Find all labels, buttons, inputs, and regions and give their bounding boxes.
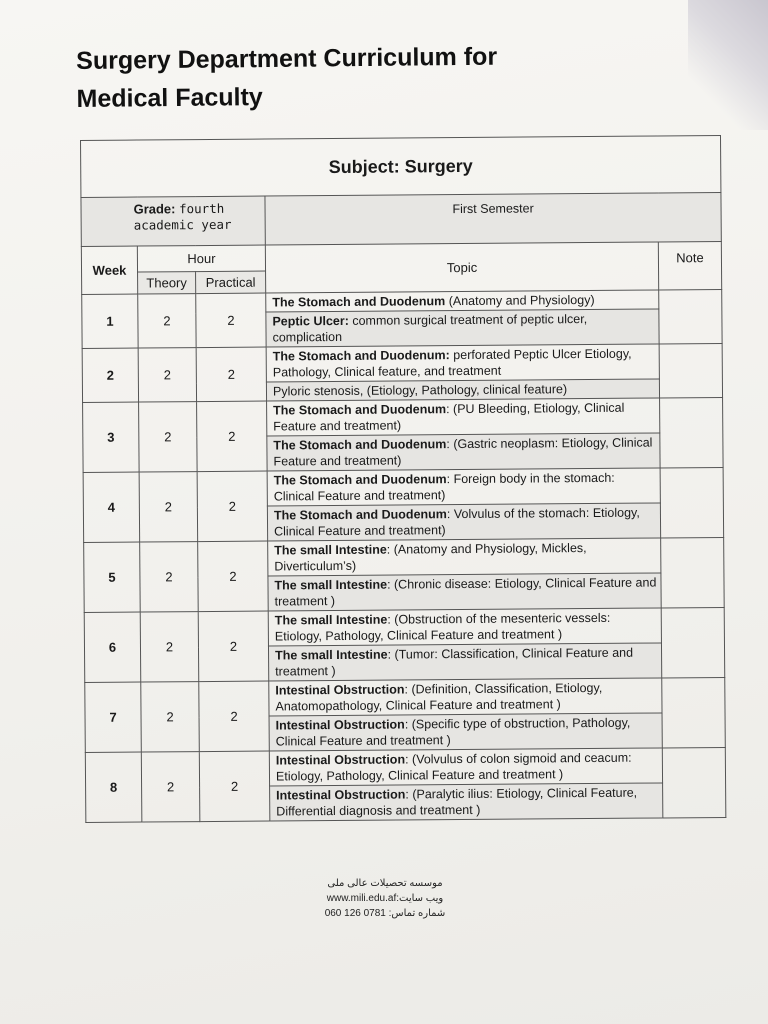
topic-cell — [269, 678, 662, 716]
theory-hours: 2 — [140, 612, 199, 682]
week-row — [85, 747, 725, 787]
week-number: 7 — [85, 682, 142, 752]
theory-hours: 2 — [141, 682, 200, 752]
week-row — [82, 343, 722, 383]
topic-cell — [269, 713, 662, 751]
topic-text: Pyloric stenosis, (Etiology, Pathology, clinical feature) — [272, 382, 568, 399]
topic-heading: Intestinal Obstruction — [275, 752, 406, 768]
topic-text: perforated Peptic Ulcer Etiology, Pathology, Clinical feature, and treatment — [272, 346, 632, 380]
grade-cell — [81, 196, 265, 246]
topic-heading: The Stomach and Duodenum — [273, 472, 447, 488]
practical-hours: 2 — [196, 347, 266, 402]
document-title — [76, 36, 637, 118]
topic-cell — [267, 503, 660, 541]
topic-text: : (Volvulus of colon sigmoid and ceacum: Etiology, Pathology, Clinical Feature and treatment ) — [275, 750, 632, 784]
topic-text: : (Paralytic ilius: Etiology, Clinical Feature, Differential diagnosis and treatment ) — [276, 785, 638, 819]
topic-text: : (Obstruction of the mesenteric vessels: Etiology, Pathology, Clinical Feature and treatment ) — [274, 610, 611, 644]
topic-heading: The Stomach and Duodenum — [273, 507, 447, 523]
note-cell — [661, 607, 725, 677]
week-row — [84, 607, 724, 647]
topic-cell — [268, 643, 661, 681]
practical-hours: 2 — [196, 293, 266, 348]
topic-heading: The small Intestine — [274, 542, 387, 558]
topic-text: common surgical treatment of peptic ulcer, complication — [272, 312, 588, 345]
note-cell — [659, 343, 722, 397]
subject-heading: Subject: Surgery — [81, 135, 721, 197]
note-cell — [662, 747, 726, 817]
topic-heading: The small Intestine — [274, 647, 388, 663]
week-row — [84, 537, 724, 577]
theory-hours: 2 — [139, 402, 198, 472]
week-number: 5 — [84, 542, 141, 612]
topic-heading: The small Intestine — [274, 612, 388, 628]
practical-hours: 2 — [198, 611, 269, 682]
theory-hours: 2 — [141, 752, 200, 822]
topic-text: : (Gastric neoplasm: Etiology, Clinical Feature and treatment) — [273, 435, 653, 469]
week-row — [83, 397, 723, 437]
week-number: 4 — [83, 472, 140, 542]
topic-heading: The small Intestine — [274, 577, 388, 593]
topic-heading: The Stomach and Duodenum — [273, 402, 447, 418]
note-cell — [660, 397, 724, 467]
note-cell — [661, 537, 725, 607]
topic-cell — [268, 538, 661, 576]
grade-label: Grade: — [133, 201, 176, 217]
topic-heading: Peptic Ulcer: — [272, 313, 349, 329]
theory-hours: 2 — [138, 348, 196, 402]
topic-text: : (Specific type of obstruction, Pathology, Clinical Feature and treatment ) — [275, 715, 631, 749]
week-number: 3 — [83, 402, 140, 472]
topic-heading: Intestinal Obstruction — [275, 682, 405, 698]
topic-heading: The Stomach and Duodenum: — [272, 348, 450, 364]
grade-value-1: fourth — [179, 200, 225, 217]
practical-header: Practical — [196, 271, 266, 294]
topic-cell — [267, 433, 660, 471]
page-corner-shadow — [688, 0, 768, 130]
topic-text: : (Anatomy and Physiology, Mickles, Diverticulum’s) — [274, 541, 587, 574]
week-number: 2 — [82, 348, 138, 402]
note-cell — [659, 289, 722, 343]
note-cell — [660, 467, 724, 537]
topic-cell — [267, 398, 660, 436]
topic-cell — [266, 309, 659, 347]
topic-cell — [266, 344, 659, 382]
topic-heading: Intestinal Obstruction — [276, 787, 406, 803]
topic-cell — [269, 748, 662, 786]
topic-text: : (Tumor: Classification, Clinical Feature and treatment ) — [275, 645, 634, 679]
footer-phone: شماره تماس: 0781 126 060 — [324, 908, 446, 919]
topic-text: : Volvulus of the stomach: Etiology, Clinical Feature and treatment) — [274, 505, 640, 539]
practical-hours: 2 — [199, 751, 270, 822]
hour-header: Hour — [137, 245, 265, 272]
week-number: 8 — [85, 752, 142, 822]
title-line-2: Medical Faculty — [76, 83, 263, 113]
theory-hours: 2 — [139, 472, 198, 542]
footer — [300, 876, 470, 921]
note-header: Note — [658, 241, 721, 289]
practical-hours: 2 — [197, 471, 268, 542]
week-number: 6 — [84, 612, 141, 682]
week-row — [83, 467, 723, 507]
topic-cell — [268, 608, 661, 646]
topic-text: : (Definition, Classification, Etiology, Anatomopathology, Clinical Feature and treatment ) — [275, 680, 603, 714]
theory-hours: 2 — [138, 294, 196, 348]
topic-header: Topic — [265, 242, 658, 293]
topic-heading: The Stomach and Duodenum — [273, 437, 447, 453]
topic-text: : (Chronic disease: Etiology, Clinical Feature and treatment ) — [274, 575, 657, 609]
curriculum-table — [80, 135, 726, 823]
note-cell — [662, 677, 726, 747]
footer-website: www.mili.edu.af:ویب سایت — [326, 893, 444, 904]
curriculum-sheet — [80, 135, 725, 823]
topic-cell — [267, 468, 660, 506]
week-header: Week — [81, 246, 137, 294]
title-line-1: Surgery Department Curriculum for — [76, 42, 498, 75]
semester-cell: First Semester — [265, 192, 721, 245]
theory-hours: 2 — [140, 542, 199, 612]
practical-hours: 2 — [199, 681, 270, 752]
theory-header: Theory — [138, 272, 196, 294]
topic-text: (Anatomy and Physiology) — [445, 292, 595, 309]
week-number: 1 — [82, 294, 138, 348]
grade-value-2: academic year — [133, 216, 232, 233]
practical-hours: 2 — [197, 401, 268, 472]
topic-text: : Foreign body in the stomach: Clinical Feature and treatment) — [273, 470, 615, 504]
topic-heading: The Stomach and Duodenum — [272, 294, 446, 310]
footer-institute: موسسه تحصیلات عالی ملی — [327, 878, 443, 889]
topic-text: : (PU Bleeding, Etiology, Clinical Feature and treatment) — [273, 400, 625, 434]
topic-heading: Intestinal Obstruction — [275, 717, 405, 733]
week-row — [85, 677, 725, 717]
practical-hours: 2 — [198, 541, 269, 612]
topic-cell — [270, 783, 663, 821]
topic-cell — [268, 573, 661, 611]
